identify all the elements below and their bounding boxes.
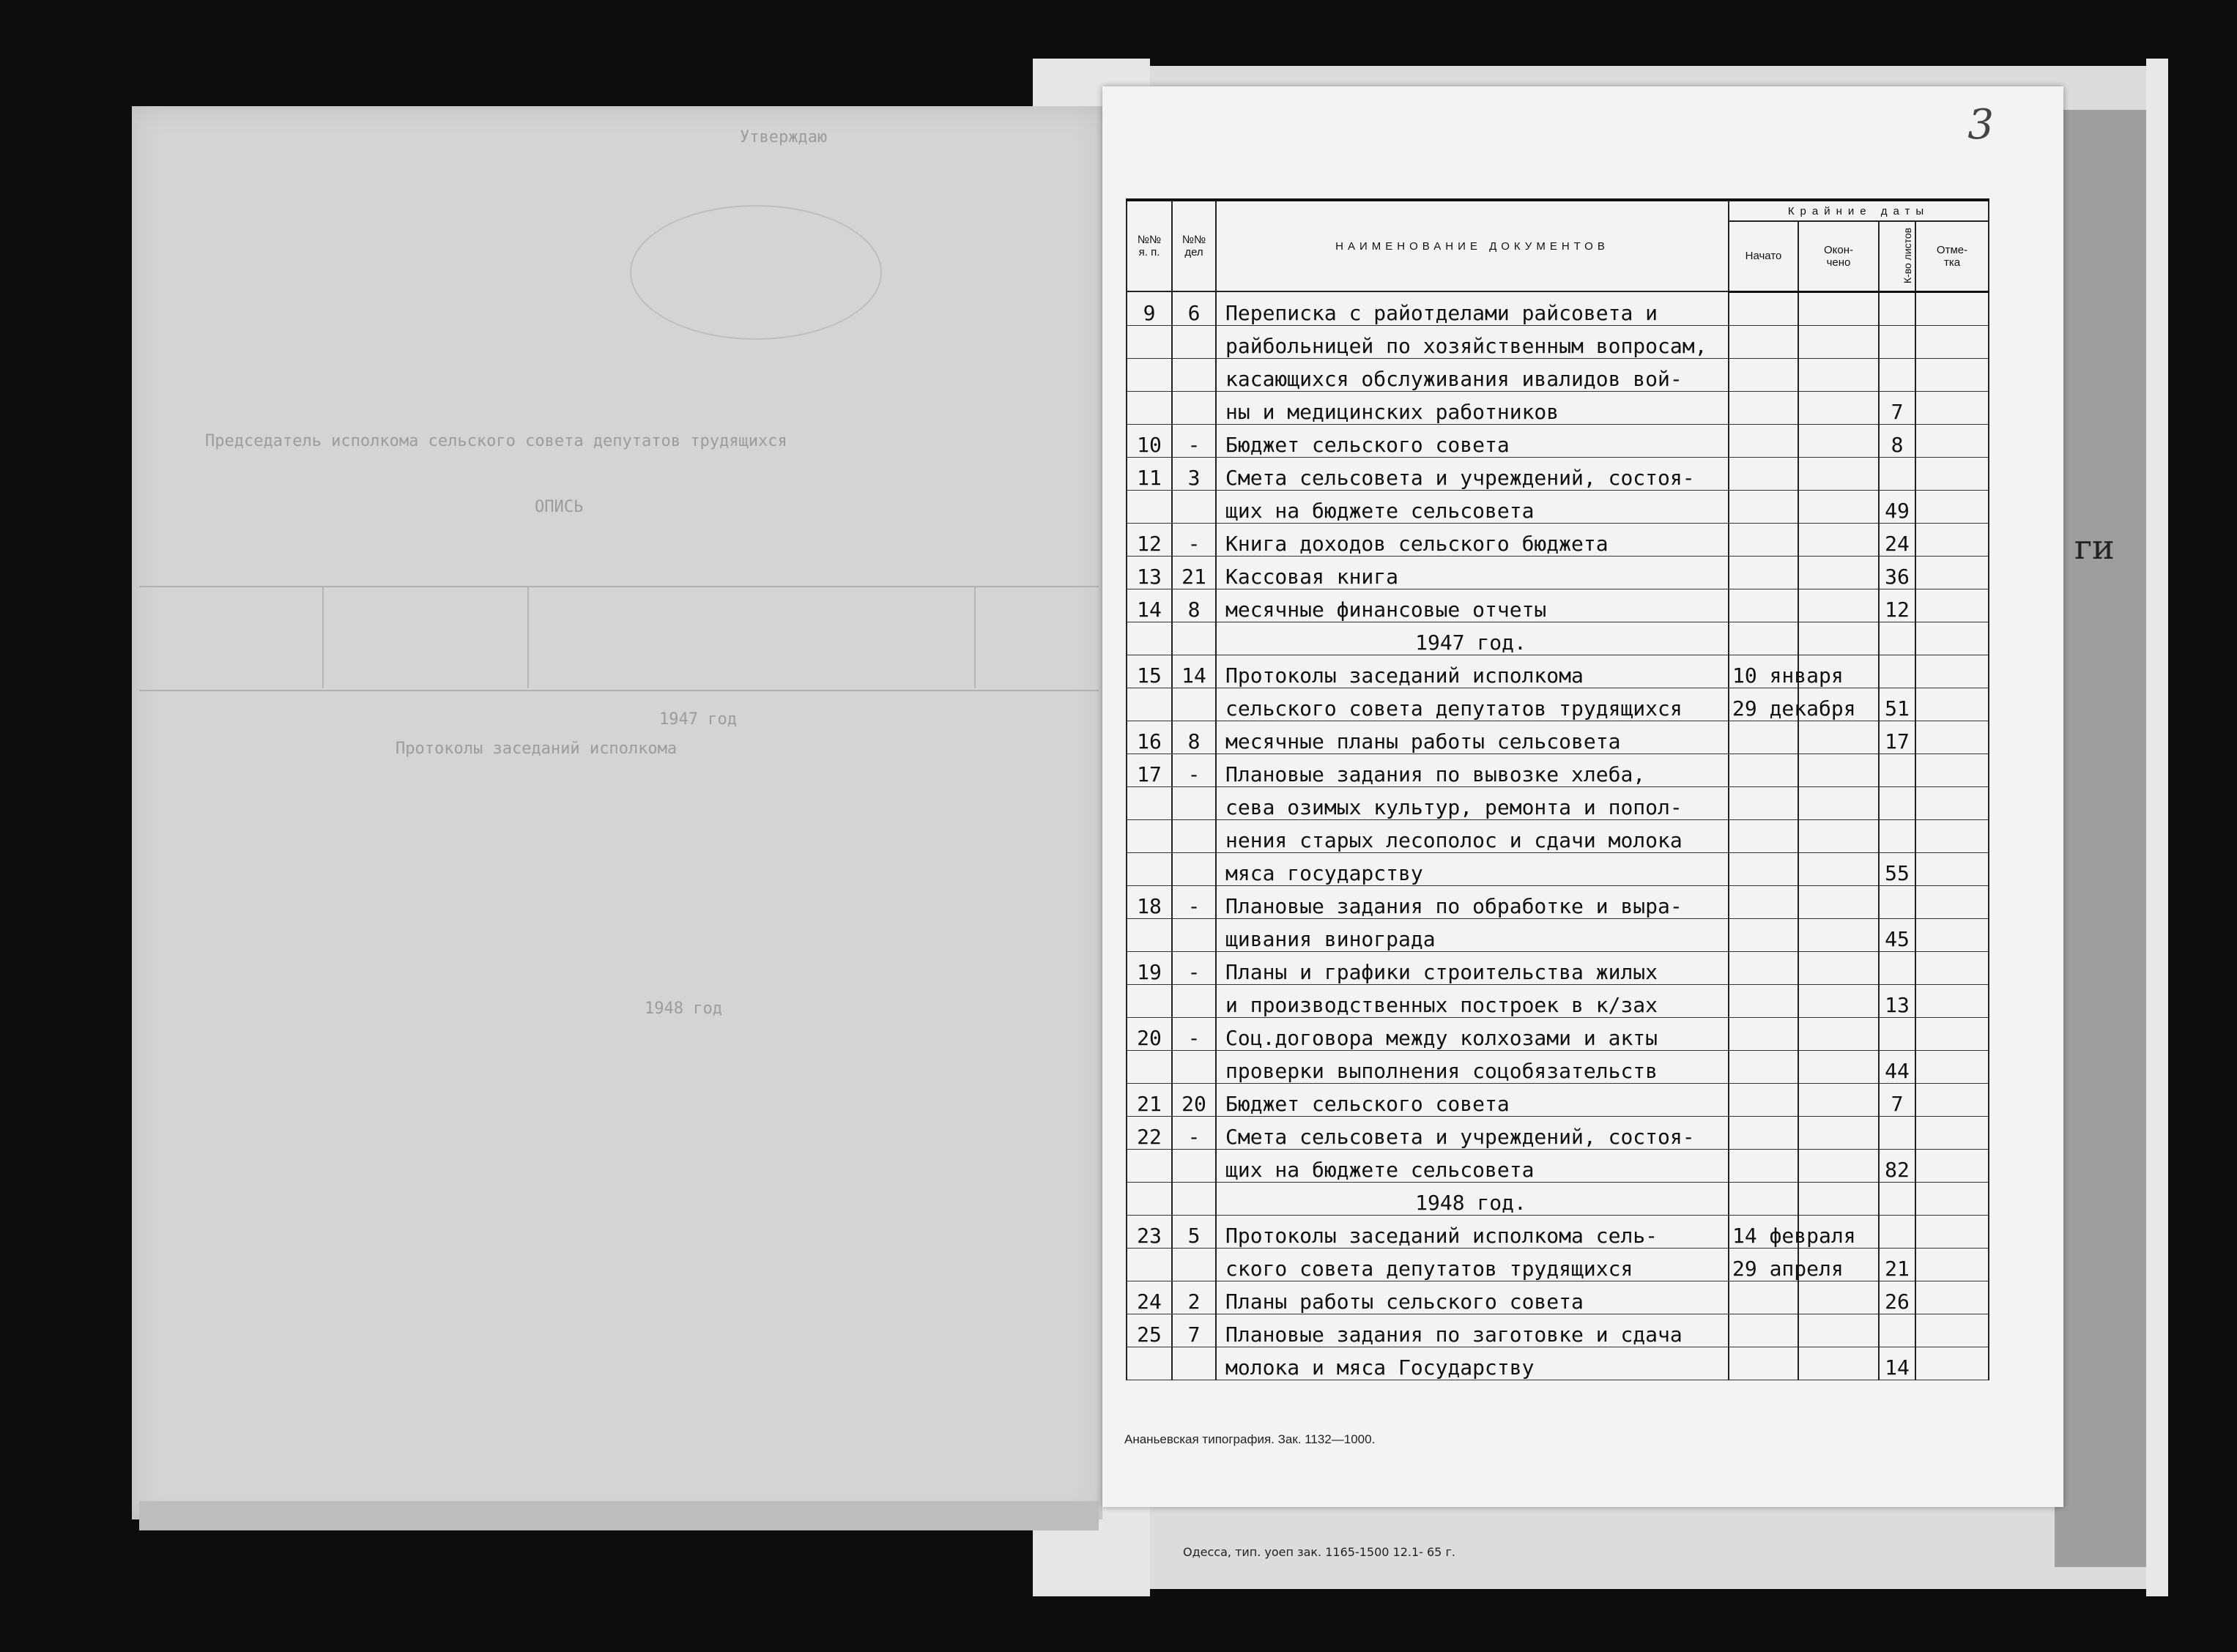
cell-file [1172,325,1216,358]
cell-start [1729,1017,1798,1050]
cell-file [1172,490,1216,523]
cell-number [1127,1182,1172,1215]
cell-sheets [1879,655,1915,688]
cell-document-name: щивания винограда [1216,918,1729,951]
ghost-line: 1947 год [659,710,737,729]
table-row [1127,1116,1989,1149]
cell-start: 29 апреля [1729,1248,1798,1281]
cell-note [1915,786,1989,819]
cell-file [1172,1347,1216,1380]
cell-number: 20 [1127,1017,1172,1050]
cell-file: - [1172,523,1216,556]
cell-number [1127,786,1172,819]
cell-file: 21 [1172,556,1216,589]
cell-number: 12 [1127,523,1172,556]
cell-start [1729,622,1798,655]
cell-document-name: ны и медицинских работников [1216,391,1729,424]
cell-number: 25 [1127,1314,1172,1347]
cell-note [1915,490,1989,523]
cell-sheets: 26 [1879,1281,1915,1314]
cell-note [1915,1149,1989,1182]
cell-end [1798,1083,1879,1116]
cell-note [1915,1314,1989,1347]
cell-document-name: нения старых лесополос и сдачи молока [1216,819,1729,852]
table-row [1127,721,1989,754]
cell-document-name: Кассовая книга [1216,556,1729,589]
cell-end [1798,984,1879,1017]
cell-document-name: Переписка с райотделами райсовета и [1216,291,1729,325]
cell-sheets: 55 [1879,852,1915,885]
cell-start [1729,819,1798,852]
cell-sheets: 7 [1879,391,1915,424]
table-row [1127,1017,1989,1050]
cell-number [1127,1050,1172,1083]
cell-note [1915,556,1989,589]
col-header-end: Окон- чено [1798,221,1879,291]
cell-start [1729,918,1798,951]
cell-file [1172,918,1216,951]
cell-note [1915,918,1989,951]
cell-start [1729,984,1798,1017]
cell-sheets [1879,358,1915,391]
ghost-table [139,586,1099,691]
table-row [1127,556,1989,589]
cell-number [1127,1248,1172,1281]
table-row [1127,457,1989,490]
table-row [1127,1050,1989,1083]
cell-end [1798,754,1879,786]
cell-start [1729,754,1798,786]
printer-imprint: Ананьевская типография. Зак. 1132—1000. [1124,1432,1376,1446]
cell-sheets [1879,622,1915,655]
cell-start [1729,391,1798,424]
cell-document-name: Бюджет сельского совета [1216,424,1729,457]
cell-file [1172,391,1216,424]
cell-document-name: Соц.договора между колхозами и акты [1216,1017,1729,1050]
table-row [1127,786,1989,819]
cell-document-name: Смета сельсовета и учреждений, состоя- [1216,457,1729,490]
cell-note [1915,424,1989,457]
cell-start [1729,786,1798,819]
cell-end [1798,325,1879,358]
left-page-bottom-edge [139,1501,1099,1530]
cell-file [1172,622,1216,655]
cell-document-name: сельского совета депутатов трудящихся [1216,688,1729,721]
table-row [1127,424,1989,457]
cell-end [1798,424,1879,457]
cell-start [1729,1083,1798,1116]
cell-number [1127,984,1172,1017]
table-row [1127,754,1989,786]
cell-start [1729,490,1798,523]
table-row [1127,951,1989,984]
page-number: 3 [1967,101,1994,149]
cell-start [1729,951,1798,984]
table-row [1127,819,1989,852]
cell-file [1172,786,1216,819]
cell-end [1798,721,1879,754]
cell-number: 13 [1127,556,1172,589]
cell-number: 14 [1127,589,1172,622]
cell-start [1729,852,1798,885]
cell-document-name: Протоколы заседаний исполкома [1216,655,1729,688]
ghost-table-divider [322,586,324,688]
col-header-number: №№ я. п. [1127,200,1172,291]
cell-end [1798,1347,1879,1380]
cell-end [1798,523,1879,556]
cell-number: 10 [1127,424,1172,457]
table-row [1127,885,1989,918]
cell-document-name: месячные планы работы сельсовета [1216,721,1729,754]
table-row [1127,918,1989,951]
cell-start [1729,589,1798,622]
ghost-line: Утверждаю [740,128,828,146]
cell-start: 29 декабря [1729,688,1798,721]
table-row [1127,1215,1989,1248]
cell-document-name: мяса государству [1216,852,1729,885]
cell-file: 8 [1172,589,1216,622]
cell-note [1915,1281,1989,1314]
cell-start [1729,358,1798,391]
cell-number: 9 [1127,291,1172,325]
cell-file: 7 [1172,1314,1216,1347]
cell-sheets: 17 [1879,721,1915,754]
cell-start [1729,1347,1798,1380]
side-handwritten-mark: ги [2074,527,2115,567]
cell-start: 10 января [1729,655,1798,688]
cell-note [1915,589,1989,622]
cell-sheets [1879,1116,1915,1149]
cell-note [1915,622,1989,655]
cell-end [1798,918,1879,951]
cell-sheets [1879,291,1915,325]
table-row [1127,358,1989,391]
cell-number: 19 [1127,951,1172,984]
cell-end [1798,589,1879,622]
cell-sheets: 44 [1879,1050,1915,1083]
cell-document-name: проверки выполнения соцобязательств [1216,1050,1729,1083]
cell-start [1729,721,1798,754]
cell-start [1729,1281,1798,1314]
cell-number [1127,490,1172,523]
cell-end [1798,1281,1879,1314]
cell-end [1798,1314,1879,1347]
cell-note [1915,1215,1989,1248]
cell-sheets [1879,885,1915,918]
col-header-start: Начато [1729,221,1798,291]
cell-note [1915,391,1989,424]
cell-note [1915,325,1989,358]
cell-document-name: сева озимых культур, ремонта и попол- [1216,786,1729,819]
cell-note [1915,1017,1989,1050]
cell-end [1798,852,1879,885]
cell-number [1127,358,1172,391]
cell-number: 23 [1127,1215,1172,1248]
table-row [1127,490,1989,523]
cell-document-name: Книга доходов сельского бюджета [1216,523,1729,556]
cell-end [1798,1182,1879,1215]
table-row [1127,1083,1989,1116]
back-sheet-edge [2146,59,2168,1596]
cell-start [1729,1182,1798,1215]
cell-note [1915,885,1989,918]
cell-document-name: Планы и графики строительства жилых [1216,951,1729,984]
cell-number [1127,852,1172,885]
col-header-file: №№ дел [1172,200,1216,291]
table-body [1127,291,1989,1380]
cell-sheets: 51 [1879,688,1915,721]
cell-sheets: 24 [1879,523,1915,556]
table-row [1127,852,1989,885]
cell-sheets [1879,951,1915,984]
cell-file: 5 [1172,1215,1216,1248]
cell-end [1798,358,1879,391]
col-header-extreme-dates: Крайние даты [1729,200,1989,221]
cell-number: 21 [1127,1083,1172,1116]
cell-note [1915,1248,1989,1281]
ghost-line: Протоколы заседаний исполкома [396,740,678,758]
cell-document-name: молока и мяса Государству [1216,1347,1729,1380]
cell-sheets [1879,1017,1915,1050]
cell-end [1798,885,1879,918]
cell-file [1172,1149,1216,1182]
cell-number: 15 [1127,655,1172,688]
cell-end [1798,556,1879,589]
cell-sheets: 8 [1879,424,1915,457]
cell-number [1127,819,1172,852]
cell-note [1915,754,1989,786]
cell-sheets: 45 [1879,918,1915,951]
cell-note [1915,291,1989,325]
cell-document-name: и производственных построек в к/зах [1216,984,1729,1017]
cell-number [1127,918,1172,951]
cell-start [1729,1116,1798,1149]
cell-sheets [1879,819,1915,852]
col-header-note: Отме- тка [1915,221,1989,291]
cell-file: - [1172,1017,1216,1050]
cell-note [1915,984,1989,1017]
cell-start [1729,1149,1798,1182]
ghost-table-divider [527,586,529,688]
ghost-line: 1948 год [645,1000,722,1018]
cell-file: - [1172,1116,1216,1149]
cell-start [1729,291,1798,325]
cell-number: 11 [1127,457,1172,490]
cell-file: 14 [1172,655,1216,688]
cell-file [1172,1050,1216,1083]
cell-sheets [1879,1215,1915,1248]
cell-number [1127,688,1172,721]
cell-document-name: райбольницей по хозяйственным вопросам, [1216,325,1729,358]
cell-note [1915,688,1989,721]
cell-file [1172,1182,1216,1215]
cell-sheets: 82 [1879,1149,1915,1182]
table-row [1127,589,1989,622]
cell-end [1798,1017,1879,1050]
cell-end [1798,1116,1879,1149]
table-row [1127,688,1989,721]
table-row [1127,1347,1989,1380]
cell-number [1127,622,1172,655]
cell-number [1127,1347,1172,1380]
cell-file [1172,1248,1216,1281]
cell-note [1915,1182,1989,1215]
cell-document-name: Протоколы заседаний исполкома сель- [1216,1215,1729,1248]
cell-sheets [1879,1314,1915,1347]
bottom-print-line: Одесса, тип. уоеп зак. 1165-1500 12.1- 65 г. [1183,1545,1455,1559]
cell-end [1798,819,1879,852]
cell-sheets [1879,1182,1915,1215]
year-heading: 1947 год. [1216,622,1729,655]
cell-note [1915,457,1989,490]
cell-end [1798,1050,1879,1083]
cell-start [1729,885,1798,918]
cell-sheets: 36 [1879,556,1915,589]
cell-file: 2 [1172,1281,1216,1314]
table-row [1127,1314,1989,1347]
cell-end [1798,391,1879,424]
cell-document-name: щих на бюджете сельсовета [1216,1149,1729,1182]
table-row [1127,325,1989,358]
inventory-table [1126,198,1989,1380]
cell-sheets: 13 [1879,984,1915,1017]
cell-file: 6 [1172,291,1216,325]
cell-sheets: 49 [1879,490,1915,523]
cell-end [1798,622,1879,655]
ghost-stamp [630,205,882,340]
back-folder-edge [2055,110,2150,1567]
cell-number [1127,1149,1172,1182]
cell-document-name: щих на бюджете сельсовета [1216,490,1729,523]
cell-sheets: 7 [1879,1083,1915,1116]
cell-start [1729,325,1798,358]
cell-document-name: месячные финансовые отчеты [1216,589,1729,622]
table-row [1127,523,1989,556]
cell-start [1729,523,1798,556]
cell-document-name: Плановые задания по вывозке хлеба, [1216,754,1729,786]
cell-sheets: 14 [1879,1347,1915,1380]
table-row [1127,391,1989,424]
cell-sheets [1879,754,1915,786]
table-row [1127,291,1989,325]
cell-note [1915,655,1989,688]
cell-file: 8 [1172,721,1216,754]
cell-end [1798,291,1879,325]
left-page [132,106,1102,1519]
cell-note [1915,1347,1989,1380]
cell-document-name: Планы работы сельского совета [1216,1281,1729,1314]
cell-number: 24 [1127,1281,1172,1314]
ghost-table-divider [974,586,976,688]
cell-end [1798,490,1879,523]
cell-start [1729,457,1798,490]
cell-number [1127,325,1172,358]
cell-file: - [1172,754,1216,786]
year-row [1127,1182,1989,1215]
cell-sheets: 21 [1879,1248,1915,1281]
cell-file: 20 [1172,1083,1216,1116]
cell-sheets [1879,786,1915,819]
table-row [1127,1149,1989,1182]
cell-document-name: Плановые задания по обработке и выра- [1216,885,1729,918]
cell-end [1798,1149,1879,1182]
ghost-line: ОПИСЬ [535,498,584,516]
cell-document-name: касающихся обслуживания ивалидов вой- [1216,358,1729,391]
table-row [1127,1248,1989,1281]
cell-document-name: ского совета депутатов трудящихся [1216,1248,1729,1281]
cell-file [1172,984,1216,1017]
cell-start [1729,1050,1798,1083]
cell-start [1729,1314,1798,1347]
table-row [1127,655,1989,688]
cell-note [1915,1050,1989,1083]
cell-file: - [1172,885,1216,918]
cell-sheets: 12 [1879,589,1915,622]
cell-note [1915,721,1989,754]
cell-file: 3 [1172,457,1216,490]
cell-file [1172,819,1216,852]
col-header-name: НАИМЕНОВАНИЕ ДОКУМЕНТОВ [1216,200,1729,291]
table-row [1127,984,1989,1017]
cell-file: - [1172,424,1216,457]
cell-file [1172,852,1216,885]
cell-document-name: Плановые задания по заготовке и сдача [1216,1314,1729,1347]
cell-sheets [1879,325,1915,358]
inventory-page [1102,86,2063,1507]
cell-note [1915,523,1989,556]
cell-end [1798,457,1879,490]
cell-note [1915,1116,1989,1149]
cell-file [1172,358,1216,391]
cell-note [1915,951,1989,984]
cell-number: 18 [1127,885,1172,918]
cell-document-name: Бюджет сельского совета [1216,1083,1729,1116]
cell-sheets [1879,457,1915,490]
cell-number: 16 [1127,721,1172,754]
cell-file [1172,688,1216,721]
cell-file: - [1172,951,1216,984]
cell-note [1915,852,1989,885]
cell-note [1915,819,1989,852]
cell-document-name: Смета сельсовета и учреждений, состоя- [1216,1116,1729,1149]
ghost-line: Председатель исполкома сельского совета депутатов трудящихся [205,432,787,450]
cell-start [1729,556,1798,589]
cell-start: 14 февраля [1729,1215,1798,1248]
year-row [1127,622,1989,655]
cell-end [1798,951,1879,984]
cell-number: 17 [1127,754,1172,786]
cell-number: 22 [1127,1116,1172,1149]
table-row [1127,1281,1989,1314]
cell-number [1127,391,1172,424]
cell-end [1798,786,1879,819]
cell-note [1915,358,1989,391]
cell-start [1729,424,1798,457]
col-header-sheets: К-во листов [1879,221,1915,291]
cell-note [1915,1083,1989,1116]
year-heading: 1948 год. [1216,1182,1729,1215]
